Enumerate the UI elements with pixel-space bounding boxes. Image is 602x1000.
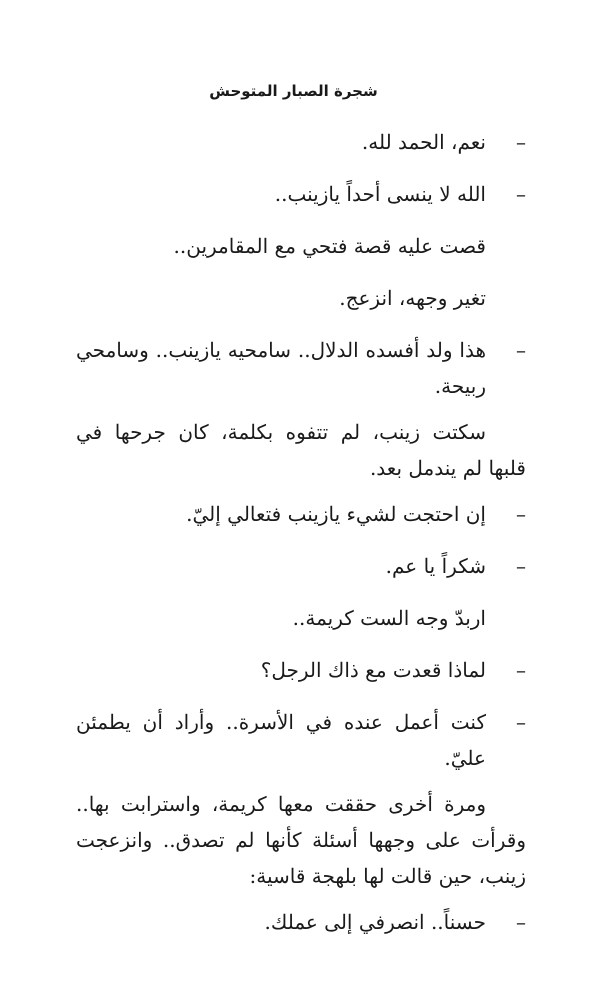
- narration-paragraph: [76, 786, 526, 894]
- paragraph-text: تغير وجهه، انزعج.: [339, 286, 486, 310]
- paragraph-text: حسناً.. انصرفي إلى عملك.: [264, 910, 486, 934]
- page-body: [76, 124, 526, 956]
- paragraph-text: سكتت زينب، لم تتفوه بكلمة، كان جرحها في قلبها لم يندمل بعد.: [76, 420, 526, 480]
- dialogue-line: [76, 124, 526, 160]
- dialogue-dash: –: [516, 502, 526, 526]
- dialogue-line: [76, 704, 526, 776]
- dialogue-line: [76, 332, 526, 404]
- narration-paragraph: [76, 280, 526, 316]
- dialogue-line: [76, 548, 526, 584]
- dialogue-line: [76, 176, 526, 212]
- dialogue-dash: –: [516, 130, 526, 154]
- paragraph-text: لماذا قعدت مع ذاك الرجل؟: [260, 658, 486, 682]
- paragraph-text: ومرة أخرى حققت معها كريمة، واسترابت بها.. وقرأت على وجهها أسئلة كأنها لم تصدق.. وانزعجت زينب، حين قالت لها بلهجة قاسية:: [76, 792, 526, 888]
- narration-paragraph: [76, 600, 526, 636]
- dialogue-line: [76, 904, 526, 940]
- dialogue-line: [76, 652, 526, 688]
- paragraph-text: هذا ولد أفسده الدلال.. سامحيه يازينب.. وسامحي ربيحة.: [76, 338, 486, 398]
- dialogue-dash: –: [516, 658, 526, 682]
- narration-paragraph: [76, 228, 526, 264]
- dialogue-dash: –: [516, 554, 526, 578]
- narration-paragraph: [76, 414, 526, 486]
- dialogue-dash: –: [516, 710, 526, 734]
- paragraph-text: اربدّ وجه الست كريمة..: [292, 606, 486, 630]
- dialogue-dash: –: [516, 182, 526, 206]
- dialogue-dash: –: [516, 910, 526, 934]
- paragraph-text: كنت أعمل عنده في الأسرة.. وأراد أن يطمئن عليّ.: [76, 710, 486, 770]
- dialogue-dash: –: [516, 338, 526, 362]
- page-title: شجرة الصبار المتوحش: [209, 82, 378, 100]
- paragraph-text: إن احتجت لشيء يازينب فتعالي إليّ.: [186, 502, 486, 526]
- paragraph-text: نعم، الحمد لله.: [361, 130, 486, 154]
- paragraph-text: الله لا ينسى أحداً يازينب..: [274, 182, 486, 206]
- paragraph-text: شكراً يا عم.: [385, 554, 486, 578]
- paragraph-text: قصت عليه قصة فتحي مع المقامرين..: [173, 234, 486, 258]
- dialogue-line: [76, 496, 526, 532]
